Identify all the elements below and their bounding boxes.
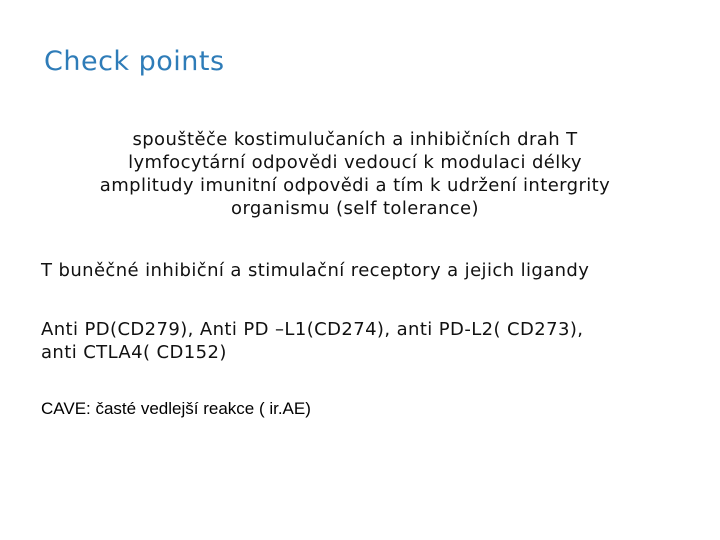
intro-line: lymfocytární odpovědi vedoucí k modulaci délky — [128, 152, 582, 173]
intro-paragraph — [40, 128, 670, 220]
receptors-paragraph: T buněčné inhibiční a stimulační receptory a jejich ligandy — [41, 260, 590, 281]
caveat-paragraph: CAVE: časté vedlejší reakce ( ir.AE) — [41, 399, 311, 418]
antibodies-line: Anti PD(CD279), Anti PD –L1(CD274), anti PD-L2( CD273), — [41, 319, 584, 340]
intro-line: amplitudy imunitní odpovědi a tím k udržení intergrity — [99, 175, 611, 196]
intro-line: spouštěče kostimulučaních a inhibičních drah T — [132, 129, 578, 150]
antibodies-paragraph — [41, 318, 583, 364]
intro-line: organismu (self tolerance) — [231, 198, 479, 219]
antibodies-line: anti CTLA4( CD152) — [41, 342, 227, 363]
slide-title: Check points — [44, 46, 225, 77]
